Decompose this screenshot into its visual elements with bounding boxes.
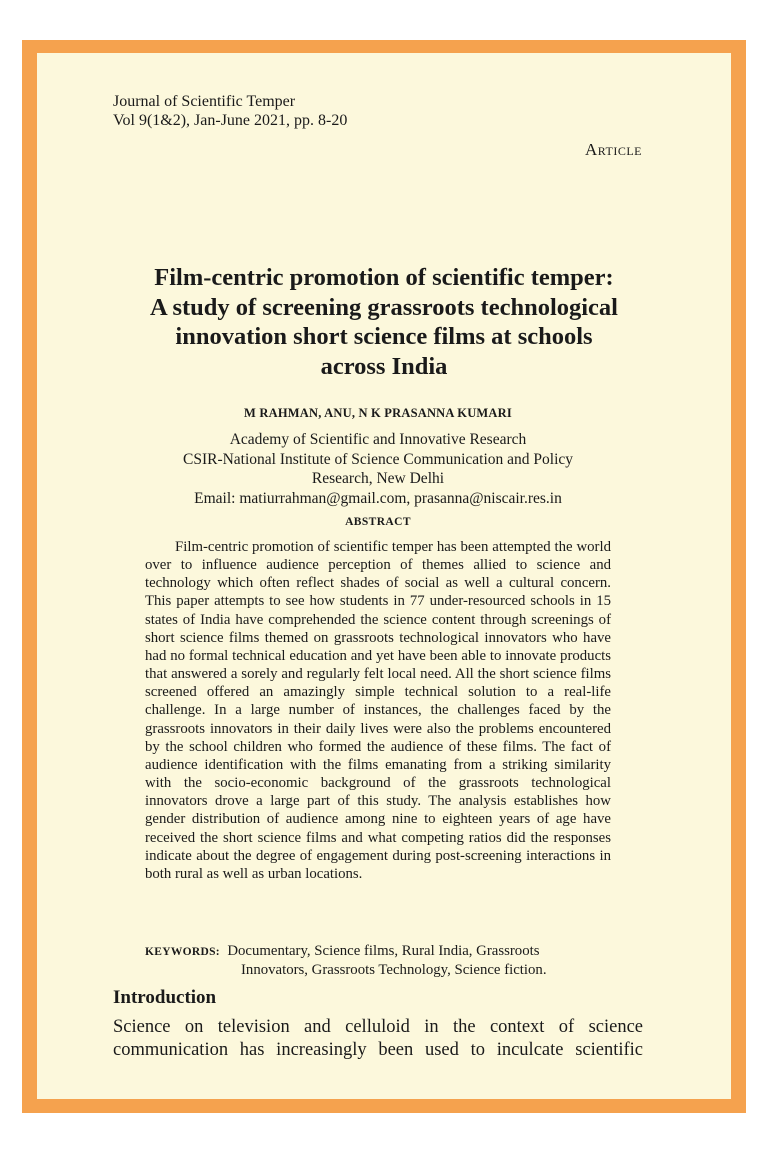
- affiliation-line: Academy of Scientific and Innovative Research: [229, 431, 527, 448]
- keywords-line: Documentary, Science films, Rural India, Grassroots: [227, 943, 540, 959]
- title-line: Film-centric promotion of scientific temper:: [154, 264, 614, 291]
- introduction-text: Science on television and celluloid in the context of science communication has increasingly been used to inculcate scientific: [113, 1017, 643, 1060]
- introduction-heading: Introduction: [113, 987, 217, 1008]
- paper-title: [96, 263, 672, 381]
- journal-info: [113, 92, 347, 130]
- affiliation-line: Research, New Delhi: [311, 470, 445, 487]
- abstract-text: Film-centric promotion of scientific temper has been attempted the world over to influence audience perception of themes allied to science and technology which often reflect shades of social as well a cultural concern. This paper attempts to see how students in 77 under-resourced schools in 15 states of India have comprehended the science content through screenings of short science films themed on grassroots technological innovators who have had no formal technical education and yet have been able to innovate products that answered a sorely and regularly felt local need. All the short science films screened offered an amazingly simple technical solution to a real-life challenge. In a large number of instances, the challenges faced by the grassroots innovators in their daily lives were also the problems encountered by the school children who formed the audience of these films. The fact of audience identification with the films emanating from a striking similarity with the socio-economic background of the grassroots technological innovators drove a large part of this study. The analysis establishes how gender distribution of audience among nine to eighteen years of age have received the short science films and what competing ratios did the responses indicate about the degree of engagement during post-screening interactions in both rural as well as urban locations.: [145, 539, 611, 882]
- keywords-block: [145, 942, 611, 979]
- author-emails: Email: matiurrahman@gmail.com, prasanna@niscair.res.in: [194, 489, 562, 507]
- affiliation-line: CSIR-National Institute of Science Communication and Policy: [182, 450, 574, 468]
- title-line: across India: [320, 352, 448, 380]
- article-type-label: Article: [584, 140, 642, 159]
- journal-name: Journal of Scientific Temper: [113, 93, 296, 110]
- author-list: M RAHMAN, ANU, N K PRASANNA KUMARI: [244, 406, 512, 420]
- keywords-label: KEYWORDS:: [145, 946, 220, 958]
- keywords-line: Innovators, Grassroots Technology, Science fiction.: [241, 962, 547, 978]
- title-line: A study of screening grassroots technological: [150, 293, 618, 321]
- affiliation-block: [113, 430, 643, 508]
- abstract-heading: ABSTRACT: [345, 516, 411, 528]
- title-line: innovation short science films at schools: [175, 323, 593, 350]
- journal-volume: Vol 9(1&2), Jan-June 2021, pp. 8-20: [113, 112, 348, 129]
